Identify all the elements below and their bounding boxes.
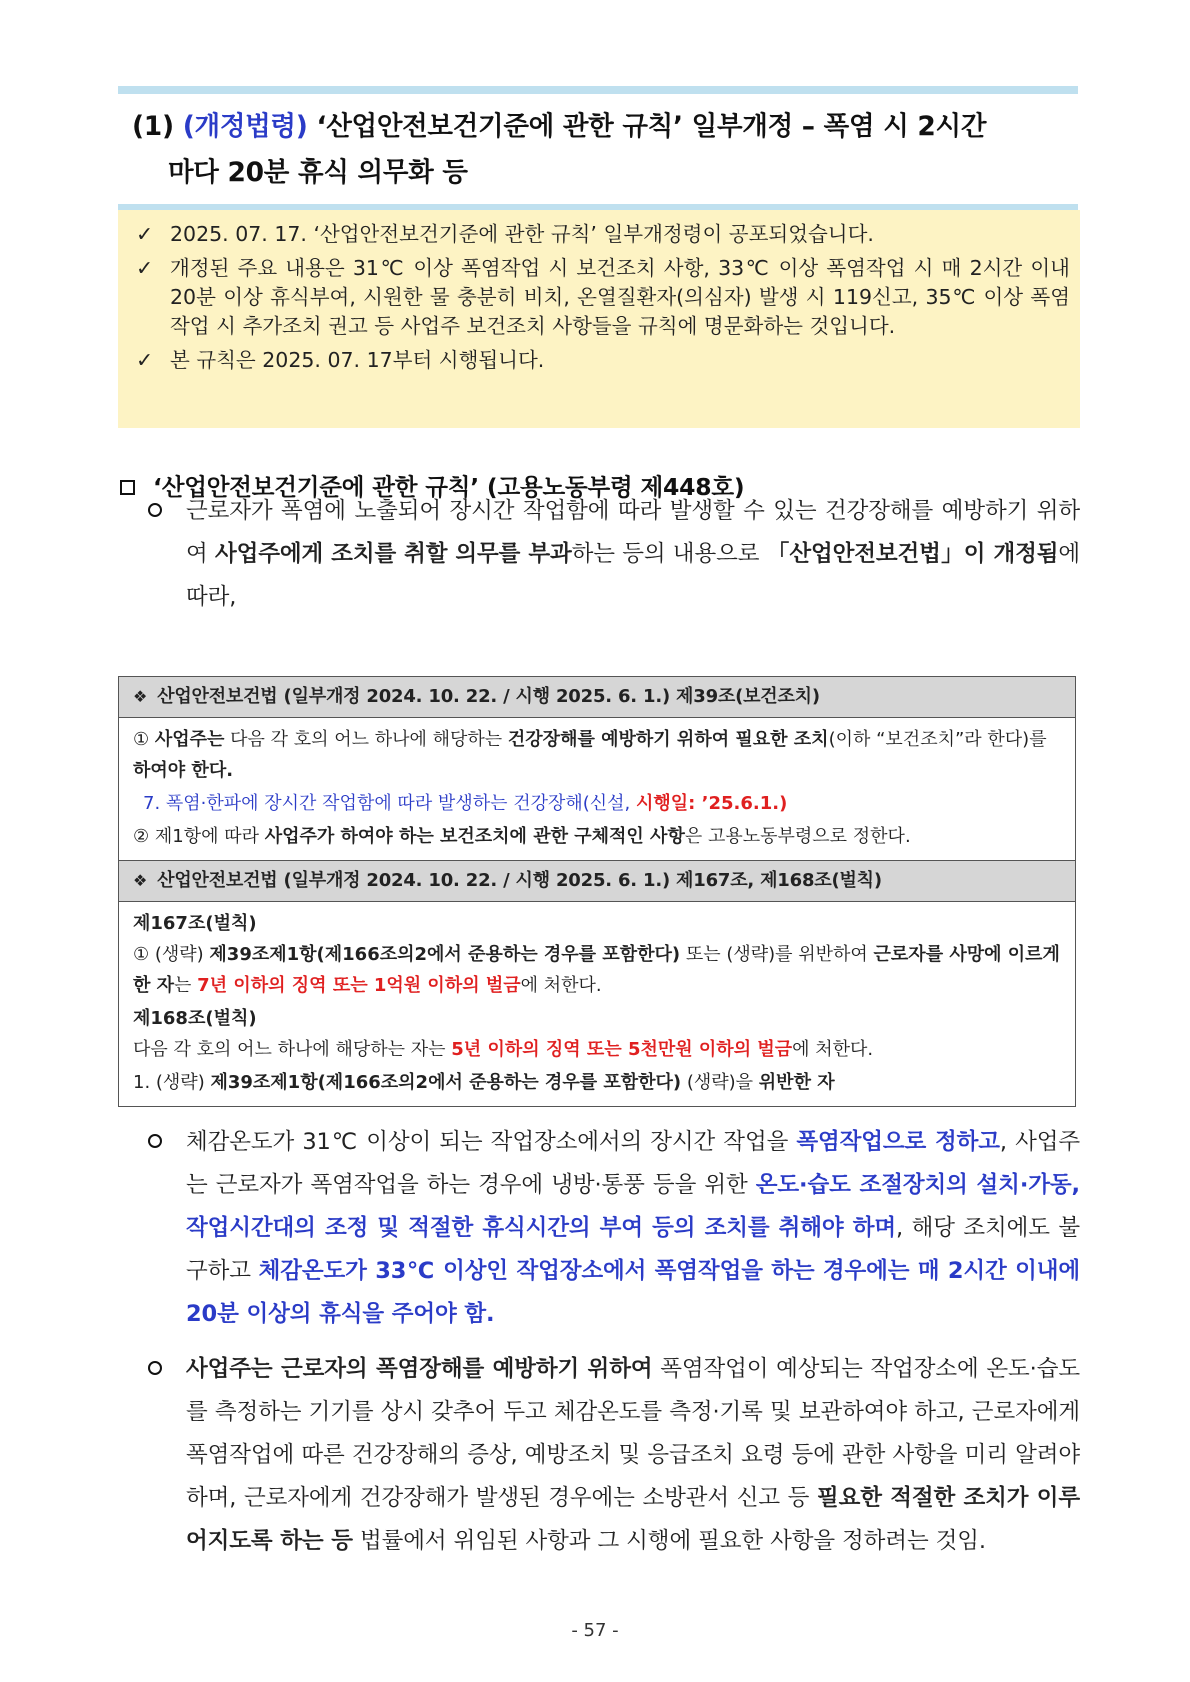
text-run: 또는 (생략)를 위반하여: [680, 944, 874, 965]
text-run: 체감온도가 31℃ 이상이 되는 작업장소에서의 장시간 작업을: [186, 1129, 797, 1155]
bold-run: 사업주는 근로자의 폭염장해를 예방하기 위하여: [186, 1356, 653, 1382]
text-run: 은 고용노동부령으로 정한다.: [684, 826, 911, 847]
law-item-1: [133, 1067, 1061, 1098]
law-excerpt-table: [118, 676, 1076, 1107]
text-run: 에 처한다.: [520, 975, 602, 996]
text-run: ①: [133, 729, 155, 750]
circle-bullet-icon: [148, 503, 162, 517]
bold-run: 건강장해를 예방하기 위하여 필요한 조치: [507, 729, 829, 750]
summary-item: [136, 220, 1070, 249]
text-run: 폭염작업이 예상되는 작업장소에 온도·습도를 측정하는 기기를 상시 갖추어 두고 체감온도를 측정·기록 및 보관하여야 하고, 근로자에게 폭염작업에 따른 건강장해의 증상, 예방조치 및 응급조치 요령 등에 관한 사항을 미리 알려야 하며, 근로자에게 건강장해가 발생된 경우에는 소방관서 신고 등: [186, 1356, 1080, 1511]
text-run: 하는 등의 내용으로: [571, 541, 767, 567]
square-bullet-icon: [120, 480, 135, 495]
text-run: ② 제1항에 따라: [133, 826, 265, 847]
page-title: [118, 94, 1078, 204]
text-run: (생략)을: [681, 1072, 759, 1093]
bold-run: 위반한 자: [758, 1072, 835, 1093]
article-title: 제168조(벌칙): [133, 1008, 257, 1029]
page-number: - 57 -: [571, 1620, 619, 1641]
law-item-7: [133, 788, 1061, 819]
bold-run: 사업주가 하여야 하는 보건조치에 관한 구체적인 사항: [264, 826, 685, 847]
paragraph-1: [148, 490, 1080, 619]
diamond-bullet-icon: ❖: [133, 871, 148, 890]
bold-run: 사업주는: [154, 729, 225, 750]
law-header-text: 산업안전보건법 (일부개정 2024. 10. 22. / 시행 2025. 6. 1.) 제39조(보건조치): [157, 686, 820, 707]
summary-box: [118, 210, 1080, 428]
paragraph-2: [148, 1121, 1080, 1336]
title-tag: (개정법령): [182, 111, 308, 142]
summary-item-text: 본 규칙은 2025. 07. 17부터 시행됩니다.: [170, 348, 545, 372]
article-title: 제167조(벌칙): [133, 913, 257, 934]
summary-item-text: 2025. 07. 17. ‘산업안전보건기준에 관한 규칙’ 일부개정령이 공포되었습니다.: [170, 222, 874, 246]
law-clause: [133, 939, 1061, 1001]
check-icon: ✓: [136, 256, 154, 280]
bold-run: 제39조제1항(제166조의2에서 준용하는 경우를 포함한다): [209, 944, 681, 965]
circle-bullet-icon: [148, 1134, 162, 1148]
bold-run: 근로자를 사망에 이르게 한 자: [133, 944, 1060, 996]
bold-run: 필요한 적절한 조치가 이루어지도록 하는 등: [186, 1485, 1081, 1554]
section-heading-text: ‘산업안전보건기준에 관한 규칙’ (고용노동부령 제448호): [153, 473, 745, 501]
check-icon: ✓: [136, 222, 154, 246]
bold-run: 「산업안전보건법」이 개정됨: [766, 541, 1059, 567]
summary-item-text: 개정된 주요 내용은 31℃ 이상 폭염작업 시 보건조치 사항, 33℃ 이상 폭염작업 시 매 2시간 이내 20분 이상 휴식부여, 시원한 물 충분히 비치, 온열질환자(의심자) 발생 시 119신고, 35℃ 이상 폭염작업 시 추가조치 권고 등 사업주 보건조치 사항들을 규칙에 명문화하는 것입니다.: [170, 256, 1070, 338]
check-icon: ✓: [136, 348, 154, 372]
title-number: (1): [132, 111, 174, 142]
diamond-bullet-icon: ❖: [133, 687, 148, 706]
text-run: 7. 폭염·한파에 장시간 작업함에 따라 발생하는 건강장해(신설,: [143, 793, 637, 814]
law-table-header: [119, 677, 1075, 718]
text-run: (이하 “보건조치”라 한다)를: [828, 729, 1047, 750]
law-clause: [133, 724, 1061, 786]
title-line1: ‘산업안전보건기준에 관한 규칙’ 일부개정 – 폭염 시 2시간: [316, 111, 987, 142]
text-run: 1. (생략): [133, 1072, 211, 1093]
bold-run: 제39조제1항(제166조의2에서 준용하는 경우를 포함한다): [210, 1072, 682, 1093]
text-run: 는: [174, 975, 198, 996]
text-run: , 해당 조치에도 불구하고: [186, 1215, 1081, 1284]
red-run: 시행일: ’25.6.1.): [636, 793, 788, 814]
text-run: 에 처한다.: [792, 1039, 874, 1060]
text-run: 근로자가 폭염에 노출되어 장시간 작업함에 따라 발생할 수 있는 건강장해를 예방하기 위하여: [186, 498, 1080, 567]
title-band: [118, 86, 1078, 212]
paragraph-text: [148, 490, 1080, 619]
title-top-rule: [118, 86, 1078, 94]
red-run: 7년 이하의 징역 또는 1억원 이하의 벌금: [197, 975, 521, 996]
paragraph-3: [148, 1348, 1080, 1563]
paragraph-text: [148, 1348, 1080, 1563]
summary-item: [136, 346, 1070, 375]
blue-run: 온도·습도 조절장치의 설치·가동, 작업시간대의 조정 및 적절한 휴식시간의 부여 등의 조치를 취해야 하며: [186, 1172, 1080, 1241]
circle-bullet-icon: [148, 1361, 162, 1375]
law-clause: [133, 821, 1061, 852]
blue-run: 체감온도가 33℃ 이상인 작업장소에서 폭염작업을 하는 경우에는 매 2시간 이내에 20분 이상의 휴식을 주어야 함.: [186, 1258, 1080, 1327]
bold-run: 사업주에게 조치를 취할 의무를 부과: [214, 541, 572, 567]
paragraph-text: [148, 1121, 1080, 1336]
text-run: ① (생략): [133, 944, 210, 965]
law-table-header: [119, 861, 1075, 902]
summary-item: [136, 254, 1070, 341]
law-header-text: 산업안전보건법 (일부개정 2024. 10. 22. / 시행 2025. 6. 1.) 제167조, 제168조(벌칙): [157, 870, 882, 891]
text-run: , 사업주는 근로자가 폭염작업을 하는 경우에 냉방·통풍 등을 위한: [186, 1129, 1081, 1198]
red-run: 5년 이하의 징역 또는 5천만원 이하의 벌금: [451, 1039, 793, 1060]
title-line2: 마다 20분 휴식 의무화 등: [168, 157, 468, 188]
text-run: 에 따라,: [186, 541, 1080, 610]
text-run: 법률에서 위임된 사항과 그 시행에 필요한 사항을 정하려는 것임.: [352, 1528, 986, 1554]
text-run: 다음 각 호의 어느 하나에 해당하는: [224, 729, 508, 750]
bold-run: 하여야 한다.: [133, 760, 234, 781]
law-penalties: [119, 902, 1075, 1106]
law-article-39: [119, 718, 1075, 860]
blue-run: 폭염작업으로 정하고: [796, 1129, 1000, 1155]
text-run: 다음 각 호의 어느 하나에 해당하는 자는: [133, 1039, 452, 1060]
law-clause: [133, 1034, 1061, 1065]
